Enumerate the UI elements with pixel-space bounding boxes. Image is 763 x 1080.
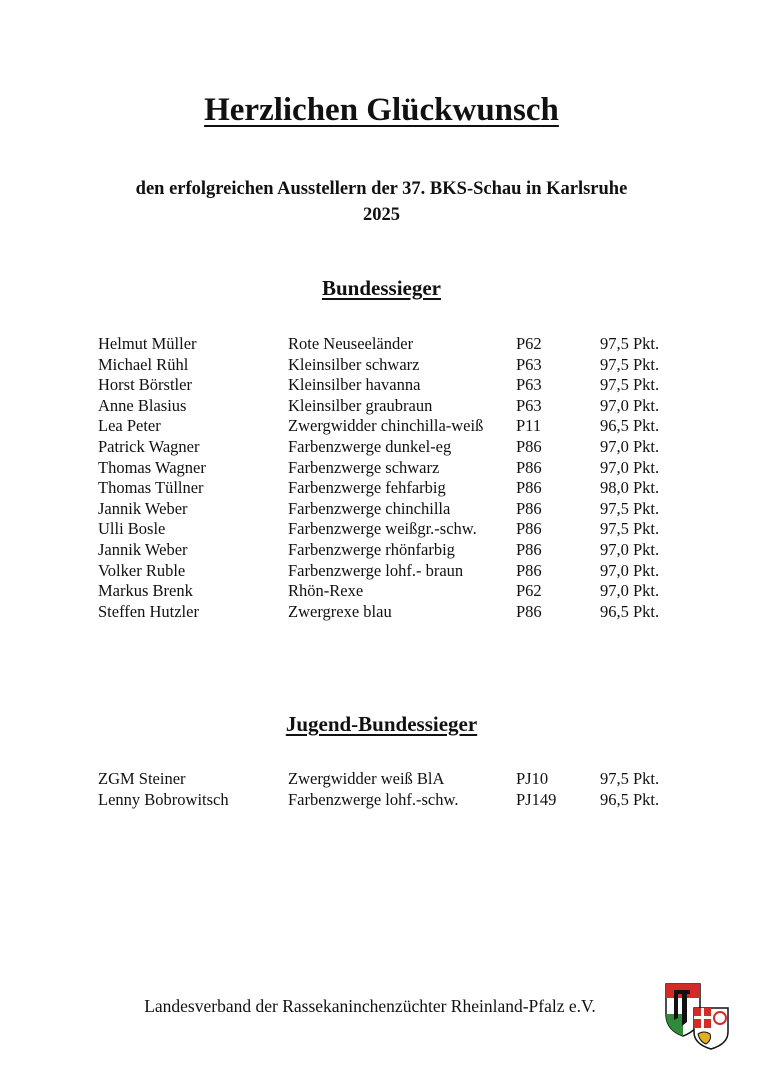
points: 97,0 Pkt. [600,436,660,456]
exhibitor-name: Jannik Weber [98,498,188,518]
winner-row [98,519,678,540]
breed: Farbenzwerge schwarz [288,457,440,477]
pen-code: P86 [516,601,542,621]
exhibitor-name: Michael Rühl [98,354,189,374]
pen-code: PJ149 [516,789,557,809]
points: 97,5 Pkt. [600,769,660,788]
breed: Kleinsilber havanna [288,375,421,395]
winner-row [98,375,678,396]
breed: Kleinsilber schwarz [288,354,420,374]
exhibitor-name: Lea Peter [98,416,161,436]
pen-code: P62 [516,334,542,353]
exhibitor-name: Thomas Wagner [98,457,206,477]
breed: Farbenzwerge lohf.- braun [288,560,464,580]
pen-code: P86 [516,436,542,456]
subtitle [0,176,763,228]
breed: Farbenzwerge fehfarbig [288,478,446,498]
winner-row [98,561,678,582]
breed: Farbenzwerge chinchilla [288,498,451,518]
exhibitor-name: Thomas Tüllner [98,478,204,498]
winner-row [98,334,678,355]
breed: Farbenzwerge weißgr.-schw. [288,519,477,539]
pen-code: P62 [516,581,542,601]
points: 96,5 Pkt. [600,416,660,436]
points: 97,5 Pkt. [600,498,660,518]
points: 97,5 Pkt. [600,375,660,395]
pen-code: P86 [516,498,542,518]
points: 98,0 Pkt. [600,478,660,498]
points: 97,0 Pkt. [600,560,660,580]
pen-code: P11 [516,416,542,436]
pen-code: P86 [516,457,542,477]
winner-row [98,355,678,376]
winner-row [98,416,678,437]
breed: Zwergrexe blau [288,601,392,621]
points: 96,5 Pkt. [600,601,660,621]
exhibitor-name: Patrick Wagner [98,436,200,456]
winner-list-jugend [98,769,678,810]
winner-row [98,499,678,520]
exhibitor-name: Steffen Hutzler [98,601,199,621]
winner-row [98,581,678,602]
subtitle-line-2: 2025 [363,205,400,225]
association-crest-icon [660,978,732,1050]
exhibitor-name: Horst Börstler [98,375,192,395]
winner-row [98,458,678,479]
points: 97,0 Pkt. [600,457,660,477]
section-heading-bundessieger: Bundessieger [321,276,441,300]
exhibitor-name: Helmut Müller [98,334,197,353]
breed: Farbenzwerge lohf.-schw. [288,789,459,809]
breed: Farbenzwerge rhönfarbig [288,539,455,559]
points: 96,5 Pkt. [600,789,660,809]
breed: Rhön-Rexe [288,581,364,601]
winner-row [98,478,678,499]
winner-row [98,437,678,458]
subtitle-line-1: den erfolgreichen Ausstellern der 37. BKS-Schau in Karlsruhe [135,179,628,199]
breed: Farbenzwerge dunkel-eg [288,436,452,456]
exhibitor-name: Volker Ruble [98,560,186,580]
page-title: Herzlichen Glückwunsch [204,92,559,128]
winner-row [98,790,678,811]
pen-code: PJ10 [516,769,549,788]
winner-list-bundessieger [98,334,678,622]
breed: Zwergwidder weiß BlA [288,769,445,788]
points: 97,0 Pkt. [600,581,660,601]
exhibitor-name: Lenny Bobrowitsch [98,789,229,809]
points: 97,0 Pkt. [600,395,660,415]
points: 97,5 Pkt. [600,354,660,374]
winner-row [98,540,678,561]
breed: Zwergwidder chinchilla-weiß [288,416,484,436]
section-heading-jugend-bundessieger: Jugend-Bundessieger [285,712,478,736]
pen-code: P63 [516,375,542,395]
points: 97,5 Pkt. [600,334,660,353]
exhibitor-name: ZGM Steiner [98,769,186,788]
exhibitor-name: Jannik Weber [98,539,188,559]
winner-row [98,396,678,417]
pen-code: P86 [516,478,542,498]
points: 97,5 Pkt. [600,519,660,539]
exhibitor-name: Ulli Bosle [98,519,166,539]
pen-code: P86 [516,539,542,559]
breed: Rote Neuseeländer [288,334,414,353]
exhibitor-name: Markus Brenk [98,581,193,601]
winner-row [98,769,678,790]
winner-row [98,602,678,623]
pen-code: P86 [516,560,542,580]
points: 97,0 Pkt. [600,539,660,559]
pen-code: P63 [516,395,542,415]
exhibitor-name: Anne Blasius [98,395,187,415]
footer-organization: Landesverband der Rassekaninchenzüchter Rheinland-Pfalz e.V. [144,996,596,1016]
pen-code: P63 [516,354,542,374]
breed: Kleinsilber graubraun [288,395,433,415]
pen-code: P86 [516,519,542,539]
